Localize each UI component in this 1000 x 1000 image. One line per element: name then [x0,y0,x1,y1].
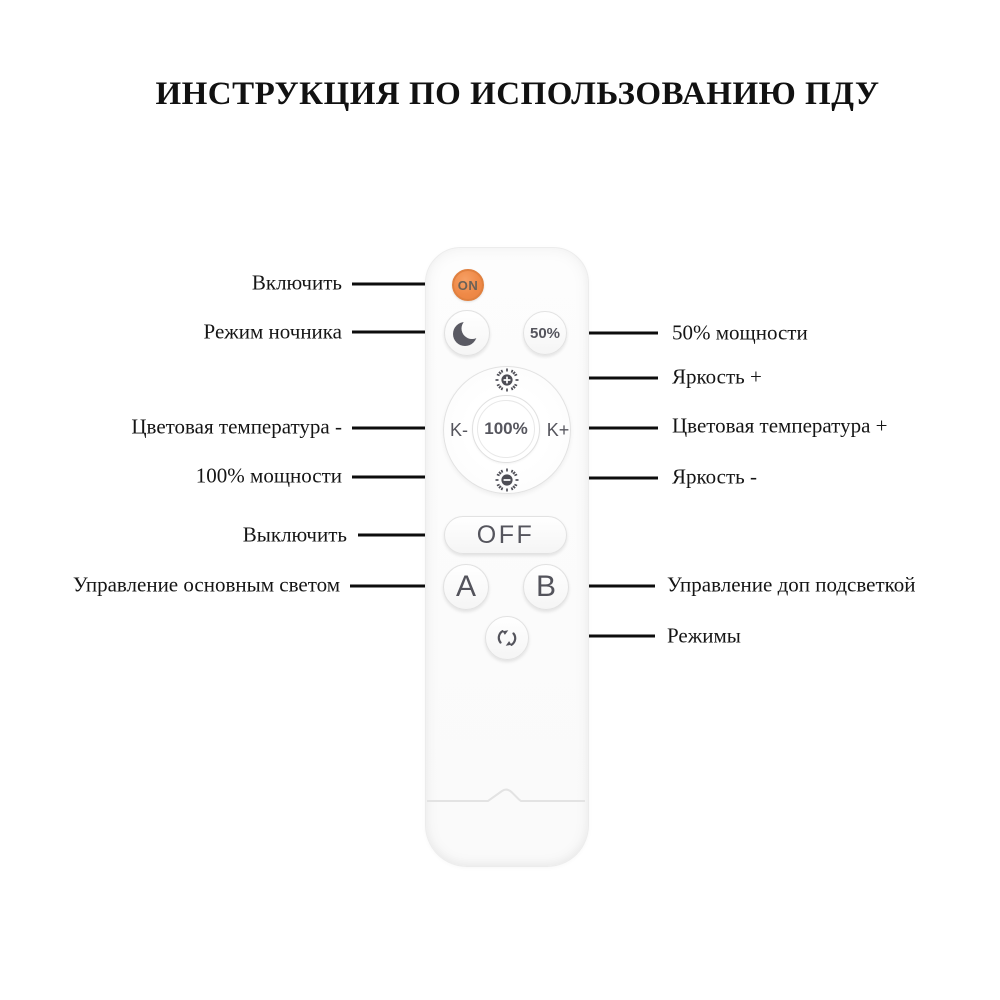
cycle-arrows-icon [492,623,522,653]
full-power-button[interactable] [472,395,540,463]
sun-plus-icon [494,367,520,393]
power-on-label: ON [457,277,479,293]
channel-b-button[interactable] [523,564,569,610]
channel-b-label: B [535,570,556,603]
color-temp-up-label: K+ [546,420,570,440]
power-on-button[interactable] [452,269,484,301]
channel-a-label: A [455,570,476,603]
label-channel-a: Управление основным светом [72,572,340,597]
night-mode-button[interactable] [444,310,490,356]
label-power-on: Включить [251,270,342,295]
label-color-temp-down: Цветовая температура - [131,414,342,439]
power-off-label: OFF [476,520,535,549]
full-power-label: 100% [477,400,535,458]
label-brightness-down: Яркость - [672,464,757,489]
half-power-button[interactable] [523,311,567,355]
power-off-button[interactable] [444,516,567,554]
battery-cover-seam [426,778,586,818]
remote-body [425,247,589,867]
brightness-down-button[interactable] [494,467,520,493]
color-temp-down-label: K- [450,420,468,440]
label-brightness-up: Яркость + [672,364,762,389]
label-channel-b: Управление доп подсветкой [667,572,916,597]
mode-button[interactable] [485,616,529,660]
label-mode: Режимы [667,623,741,648]
page-title: ИНСТРУКЦИЯ ПО ИСПОЛЬЗОВАНИЮ ПДУ [155,76,880,112]
sun-minus-icon [494,467,520,493]
color-temp-up-button[interactable] [540,418,576,442]
label-half-power: 50% мощности [672,320,808,345]
label-power-off: Выключить [242,522,347,547]
label-color-temp-up: Цветовая температура + [672,413,888,438]
channel-a-button[interactable] [443,564,489,610]
brightness-up-button[interactable] [494,367,520,393]
half-power-label: 50% [529,324,561,342]
nav-pad [443,366,571,494]
moon-icon [451,317,483,349]
label-night-mode: Режим ночника [203,319,342,344]
label-full-power: 100% мощности [195,463,342,488]
